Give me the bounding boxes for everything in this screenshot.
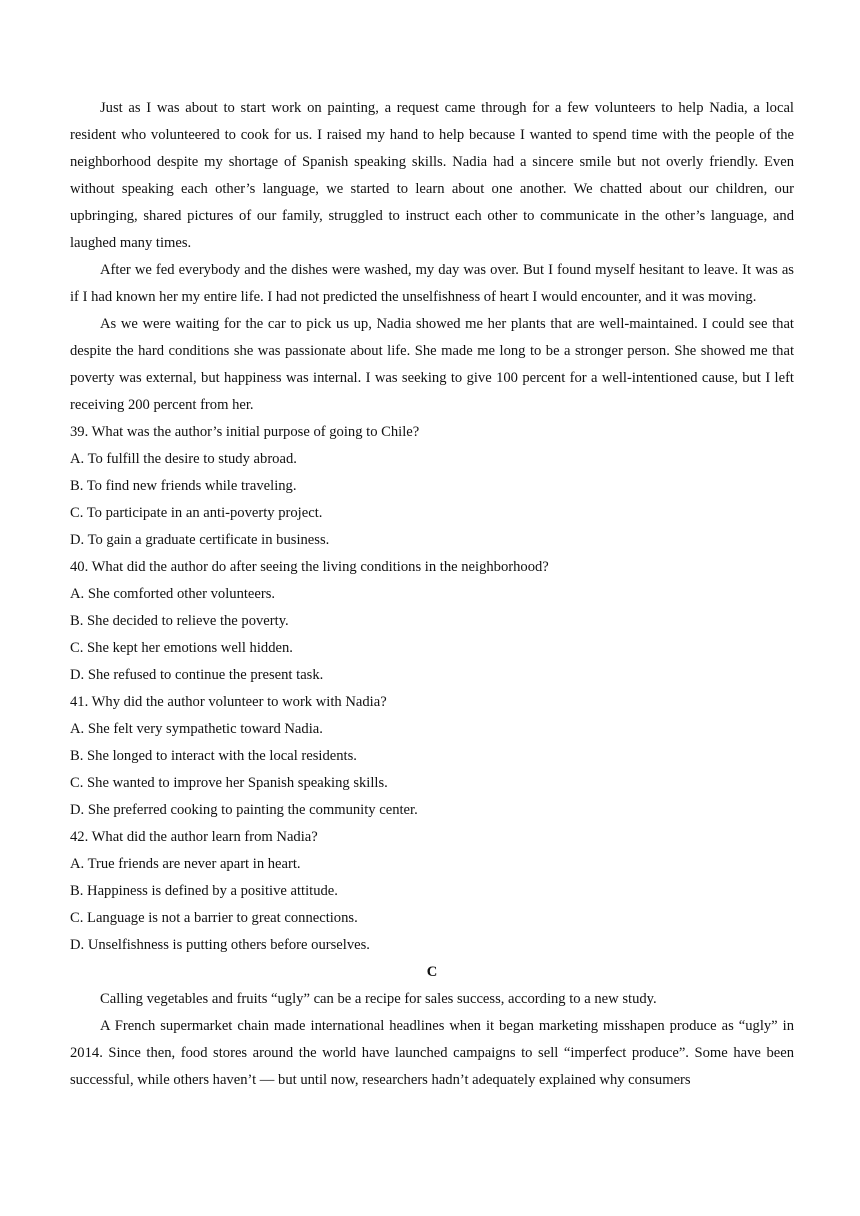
option-b: B. She longed to interact with the local residents.: [70, 748, 357, 764]
passage-c-paragraph-2: A French supermarket chain made international headlines when it began marketing misshapen produce as “ugly” in 2014. Since then, food stores around the world have launched campaigns to sell “imperfect produce”. Some have been successful, while others haven’t — but until now, researchers hadn’t adequately explained why consumers: [70, 1018, 794, 1088]
section-heading-c: C: [426, 964, 438, 980]
option-d: D. Unselfishness is putting others before ourselves.: [70, 937, 370, 953]
option-a: A. She comforted other volunteers.: [70, 586, 276, 602]
option-a: A. She felt very sympathetic toward Nadia.: [70, 721, 323, 737]
question-41: [70, 689, 794, 824]
passage-c-paragraph-1: Calling vegetables and fruits “ugly” can be a recipe for sales success, according to a new study.: [100, 991, 657, 1007]
question-stem: 39. What was the author’s initial purpose of going to Chile?: [70, 424, 420, 440]
option-d: D. She refused to continue the present task.: [70, 667, 324, 683]
option-d: D. She preferred cooking to painting the community center.: [70, 802, 418, 818]
passage-b-paragraph-1: Just as I was about to start work on painting, a request came through for a few volunteers to help Nadia, a local resident who volunteered to cook for us. I raised my hand to help because I wanted to spend time with the people of the neighborhood despite my shortage of Spanish speaking skills. Nadia had a sincere smile but not overly friendly. Even without speaking each other’s language, we started to learn about one another. We chatted about our children, our upbringing, shared pictures of our family, struggled to instruct each other to communicate in the other’s language, and laughed many times.: [70, 100, 794, 251]
question-40: [70, 554, 794, 689]
passage-b-paragraph-2: After we fed everybody and the dishes were washed, my day was over. But I found myself hesitant to leave. It was as if I had known her my entire life. I had not predicted the unselfishness of heart I would encounter, and it was moving.: [70, 262, 794, 305]
option-b: B. Happiness is defined by a positive attitude.: [70, 883, 338, 899]
option-b: B. To find new friends while traveling.: [70, 478, 297, 494]
question-stem: 42. What did the author learn from Nadia?: [70, 829, 318, 845]
option-c: C. She kept her emotions well hidden.: [70, 640, 293, 656]
option-a: A. To fulfill the desire to study abroad.: [70, 451, 297, 467]
question-42: [70, 824, 794, 959]
option-c: C. Language is not a barrier to great connections.: [70, 910, 358, 926]
option-d: D. To gain a graduate certificate in business.: [70, 532, 330, 548]
passage-b-paragraph-3: As we were waiting for the car to pick us up, Nadia showed me her plants that are well-maintained. I could see that despite the hard conditions she was passionate about life. She made me long to be a stronger person. She showed me that poverty was external, but happiness was internal. I was seeking to give 100 percent for a well-intentioned cause, but I left receiving 200 percent from her.: [70, 316, 794, 413]
question-39: [70, 419, 794, 554]
question-stem: 40. What did the author do after seeing the living conditions in the neighborhood?: [70, 559, 549, 575]
option-c: C. She wanted to improve her Spanish speaking skills.: [70, 775, 388, 791]
option-a: A. True friends are never apart in heart.: [70, 856, 301, 872]
option-b: B. She decided to relieve the poverty.: [70, 613, 289, 629]
option-c: C. To participate in an anti-poverty project.: [70, 505, 323, 521]
question-stem: 41. Why did the author volunteer to work with Nadia?: [70, 694, 387, 710]
